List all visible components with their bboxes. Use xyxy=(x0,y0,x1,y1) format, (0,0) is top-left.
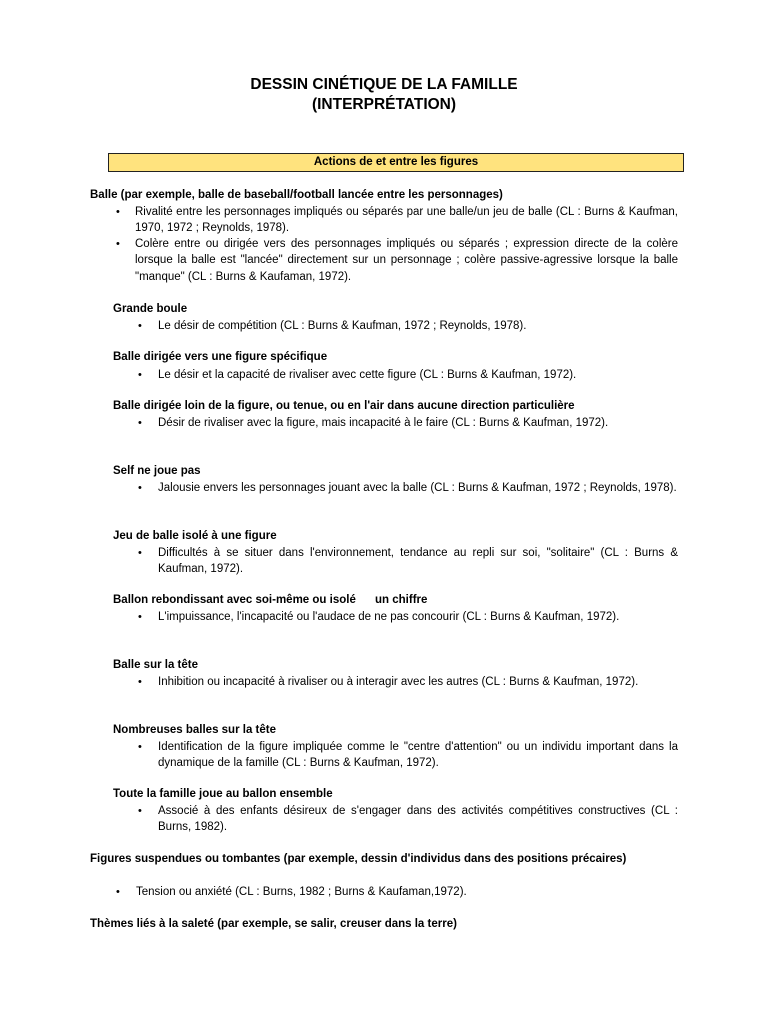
section-heading: Balle sur la tête xyxy=(113,659,199,671)
section-heading: Jeu de balle isolé à une figure xyxy=(113,530,277,542)
list-item xyxy=(138,318,678,335)
list-item xyxy=(138,803,678,837)
list-item xyxy=(138,480,678,514)
section-heading: Balle (par exemple, balle de baseball/football lancée entre les personnages) xyxy=(90,189,503,201)
section-heading: Self ne joue pas xyxy=(113,465,201,477)
section-heading: Balle dirigée loin de la figure, ou tenue, ou en l'air dans aucune direction particulière xyxy=(113,400,575,412)
list-item-text: Jalousie envers les personnages jouant avec la balle (CL : Burns & Kaufman, 1972 ; Reynolds, 1978). xyxy=(158,482,677,494)
bullet-icon: • xyxy=(116,238,120,250)
list-item xyxy=(116,204,678,238)
section-heading: Thèmes liés à la saleté (par exemple, se salir, creuser dans la terre) xyxy=(90,918,457,930)
list-item-text: Désir de rivaliser avec la figure, mais incapacité à le faire (CL : Burns & Kaufman, 1972). xyxy=(158,417,609,429)
bullet-icon: • xyxy=(116,206,120,218)
list-item xyxy=(138,415,678,449)
list-item-text: Rivalité entre les personnages impliqués ou séparés par une balle/un jeu de balle (CL : Burns & Kaufman, 1970, 1972 ; Reynolds, 1978). xyxy=(135,206,678,235)
bullet-icon: • xyxy=(138,320,142,332)
bullet-icon: • xyxy=(116,886,120,898)
document-title: DESSIN CINÉTIQUE DE LA FAMILLE xyxy=(250,76,518,93)
list-item xyxy=(138,739,678,773)
list-item-text: Le désir de compétition (CL : Burns & Kaufman, 1972 ; Reynolds, 1978). xyxy=(158,320,527,332)
list-item-text: Identification de la figure impliquée comme le "centre d'attention" ou un individu important dans la dynamique de la famille (CL : Burns & Kaufman, 1972). xyxy=(158,741,678,770)
bullet-icon: • xyxy=(138,369,142,381)
list-item-text: Colère entre ou dirigée vers des personnages impliqués ou séparés ; expression directe de la colère lorsque la balle est "lancée" directement sur un personnage ; colère passive-agressive lorsque la balle "manque" (CL : Burns & Kaufaman, 1972). xyxy=(135,238,678,283)
list-item xyxy=(138,609,678,643)
list-item-text: Tension ou anxiété (CL : Burns, 1982 ; Burns & Kaufaman,1972). xyxy=(136,886,467,898)
list-item-text: Associé à des enfants désireux de s'engager dans des activités compétitives constructives (CL : Burns, 1982). xyxy=(158,805,678,834)
section-heading: Ballon rebondissant avec soi-même ou isolé un chiffre xyxy=(113,594,428,606)
list-item xyxy=(138,674,678,708)
list-item-text: Inhibition ou incapacité à rivaliser ou à interagir avec les autres (CL : Burns & Kaufman, 1972). xyxy=(158,676,639,688)
bullet-icon: • xyxy=(138,417,142,429)
bullet-icon: • xyxy=(138,547,142,559)
list-item xyxy=(116,236,678,286)
list-item-text: Le désir et la capacité de rivaliser avec cette figure (CL : Burns & Kaufman, 1972). xyxy=(158,369,577,381)
list-item-text: Difficultés à se situer dans l'environnement, tendance au repli sur soi, "solitaire" (CL : Burns & Kaufman, 1972). xyxy=(158,547,678,576)
section-heading: Nombreuses balles sur la tête xyxy=(113,724,276,736)
section-heading: Toute la famille joue au ballon ensemble xyxy=(113,788,333,800)
list-item xyxy=(138,367,678,384)
bullet-icon: • xyxy=(138,805,142,817)
list-item xyxy=(138,545,678,579)
section-heading: Balle dirigée vers une figure spécifique xyxy=(113,351,328,363)
bullet-icon: • xyxy=(138,611,142,623)
bullet-icon: • xyxy=(138,482,142,494)
list-item-text: L'impuissance, l'incapacité ou l'audace de ne pas concourir (CL : Burns & Kaufman, 1972). xyxy=(158,611,620,623)
list-item xyxy=(116,884,678,901)
document-subtitle: (INTERPRÉTATION) xyxy=(311,96,457,113)
section-banner: Actions de et entre les figures xyxy=(108,153,684,172)
bullet-icon: • xyxy=(138,741,142,753)
bullet-icon: • xyxy=(138,676,142,688)
section-heading: Grande boule xyxy=(113,303,188,315)
section-heading: Figures suspendues ou tombantes (par exemple, dessin d'individus dans des positions précaires) xyxy=(90,853,627,865)
